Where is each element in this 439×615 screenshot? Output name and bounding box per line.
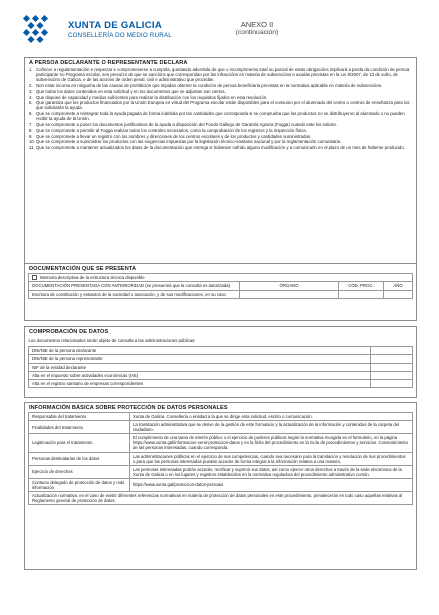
documents-table (28, 273, 413, 299)
org-department: CONSELLERÍA DO MEDIO RURAL (68, 32, 172, 39)
declaration-item: 6. Que se compromete a reintegrar toda la ayuda pagada de forma indebida por las cantidades que corresponda si se comprueba que los productos no se distribuyeron al alumnado o no pueden recibir la ayuda de la Unión. (29, 111, 405, 122)
check-row: NIF de la entidad declarante (29, 363, 371, 371)
privacy-section (24, 402, 417, 570)
check-cell[interactable] (371, 380, 413, 388)
page-header (22, 14, 417, 50)
privacy-row: Finalidades del tratamiento La tramitación administrativa que se derive de la gestión de este formulario y la actualización de la información y contenidos de la carpeta del ciudadano. (29, 421, 413, 434)
memory-row (29, 274, 413, 282)
prev-docs-row: Escritura de constitución y estatutos de la sociedad o asociación, y de sus modificaciones, en su caso (29, 290, 240, 298)
privacy-link[interactable]: https://www.xunta.gal/proteccion-datos-persoais (130, 478, 413, 491)
check-cell[interactable] (371, 363, 413, 371)
declaration-item: 9. Que se compromete a llevar un registro con los nombres y direcciones de los centros escolares y de los productos y cantidades suministradas. (29, 133, 312, 139)
declaration-item: 2. Non estar incursa en ningunha de las causas de prohibición que impidan obtener la condición de persoa beneficiaria previstas en la normativa aplicable en materia de subvencións. (29, 83, 383, 89)
privacy-row: Contacto delegado de protección de datos y más información https://www.xunta.gal/proteccion-datos-persoais (29, 478, 413, 491)
memory-checkbox[interactable] (32, 275, 37, 280)
organ-cell[interactable] (240, 290, 339, 298)
checks-section (24, 326, 417, 398)
declaration-item: 3. Que todos los datos contenidos en esta solicitud y en los documentos que se adjuntan son ciertos. (29, 88, 226, 94)
code-cell[interactable] (339, 290, 384, 298)
declaration-section (24, 57, 417, 264)
privacy-row: Ejercicio de derechos Las personas interesadas podrán acceder, rectificar y suprimir sus datos, así como ejercer otros derechos a través de la sede electrónica de la Xunta de Galicia o en los lugares y registros establecidos en la normativa reguladora del procedimiento administrativo común. (29, 465, 413, 478)
annex-title: ANEXO II (240, 20, 274, 29)
declaration-item: 1. Coñecer a regulamentación e respectar e compromeserse a cumprila, quedando advertida de que o incumprimento total ou parcial de estas obrigacións implicará a perda da condición de persoa participante no Programa escolar, sen prexuízo de que se sancións que correspondan por las infraccións en materia de subvencións e axudas previstas en la Lei 9/2007, de 13 de xuño, de subvencións de Galicia, e de las accións de orden penal, civil e administrativo que procedan. (29, 67, 410, 83)
col-code: CÓD. PROC. (339, 282, 384, 290)
prev-docs-header: DOCUMENTACIÓN PRESENTADA CON ANTERIORIDAD (se presumirá que la consulta es autorizada) (29, 282, 240, 290)
declaration-item: 4. Que dispone de capacidad y medios suficientes para realizar la distribución con los requisitos fijados en esta resolución. (29, 94, 268, 100)
org-name: XUNTA DE GALICIA (68, 20, 162, 31)
xunta-logo-icon (22, 14, 62, 48)
declaration-item: 7. Que se compromete a poner los documentos justificativos de la ayuda a disposición del Fondo Gallego de Garantía Agraria (Fogga) cuando este los solicite. (29, 122, 338, 128)
declaration-item: 10.Que se compromete a suministrar los productos con las exigencias impuestas por la legislación técnico-sanitaria nacional y por la reglamentación comunitaria. (29, 139, 342, 145)
documents-section (24, 264, 417, 321)
year-cell[interactable] (384, 290, 413, 298)
check-row: DNI/NIE de la persona representante (29, 355, 371, 363)
check-cell[interactable] (371, 371, 413, 379)
declaration-item: 5. Que garantiza que los productos financiados por la Unión Europea en virtud del Programa escolar están disponibles para el consumo por el alumnado del centro o centros de enseñanza para los que solicitarán la ayuda. (29, 100, 410, 111)
memory-label: Memoria descriptiva de la estructura técnica disponible (40, 275, 145, 280)
checks-table (28, 336, 413, 388)
declaration-list (25, 67, 416, 150)
privacy-title: INFORMACIÓN BÁSICA SOBRE PROTECCIÓN DE DATOS PERSONALES (29, 405, 228, 411)
privacy-row: Legitimación para el tratamiento El cumplimiento de una tarea de interés público o el ejercicio de poderes públicos según la normativa recogida en el formulario, en la página https://www.xunta.gal/informacion-xeral-proteccion-datos y en la ficha del procedimiento en la Guía de procedimientos y servicios. Consentimiento de las personas interesadas, cuando corresponda. (29, 434, 413, 452)
declaration-title: A PERSOA DECLARANTE O REPRESENTANTE DECLARA (29, 60, 188, 66)
declaration-item: 8. Que se compromete a permitir al Fogga realizar todos los controles necesarios, como la comprobación de los registros y la inspección física. (29, 127, 307, 133)
annex-subtitle: (continuación) (235, 29, 279, 36)
privacy-table (28, 412, 413, 505)
checks-intro: Los documentos relacionados serán objeto de consulta a las administraciones públicas: (28, 338, 196, 343)
checks-title: COMPROBACIÓN DE DATOS (29, 329, 109, 335)
privacy-row: Responsable del tratamiento Xunta de Galicia. Consellería o entidad a la que se dirige esta solicitud, escrito o comunicación. (29, 413, 413, 421)
col-organ: ÓRGANO (240, 282, 339, 290)
check-row: DNI/NIE de la persona declarante (29, 347, 371, 355)
check-cell[interactable] (371, 347, 413, 355)
check-row: Alta en el impuesto sobre actividades económicas (IAE) (29, 371, 371, 379)
privacy-row: Personas destinatarias de los datos Las administraciones públicas en el ejercicio de sus competencias, cuando sea necesario para la tramitación y resolución de sus procedimientos o para que las personas interesadas puedan acceder de forma integral a la información relativa a una materia. (29, 452, 413, 465)
check-cell[interactable] (371, 355, 413, 363)
col-year: AÑO (384, 282, 413, 290)
privacy-footer: Actualización normativa: en el caso de existir diferentes referencias normativas en materia de protección de datos personales en este procedimiento, prevalecerán en todo caso aquellas relativas al Reglamento general de protección de datos. (29, 492, 413, 505)
documents-title: DOCUMENTACIÓN QUE SE PRESENTA (29, 266, 137, 272)
check-row: Alta en el registro sanitario de empresas correspondientes (29, 380, 371, 388)
declaration-item: 11.Que se compromete a mantener actualizados los datos de la documentación que entrega si hubiesen sufrido alguna modificación y a comunicarlo en el plazo de un mes de haberse producido. (29, 145, 405, 151)
